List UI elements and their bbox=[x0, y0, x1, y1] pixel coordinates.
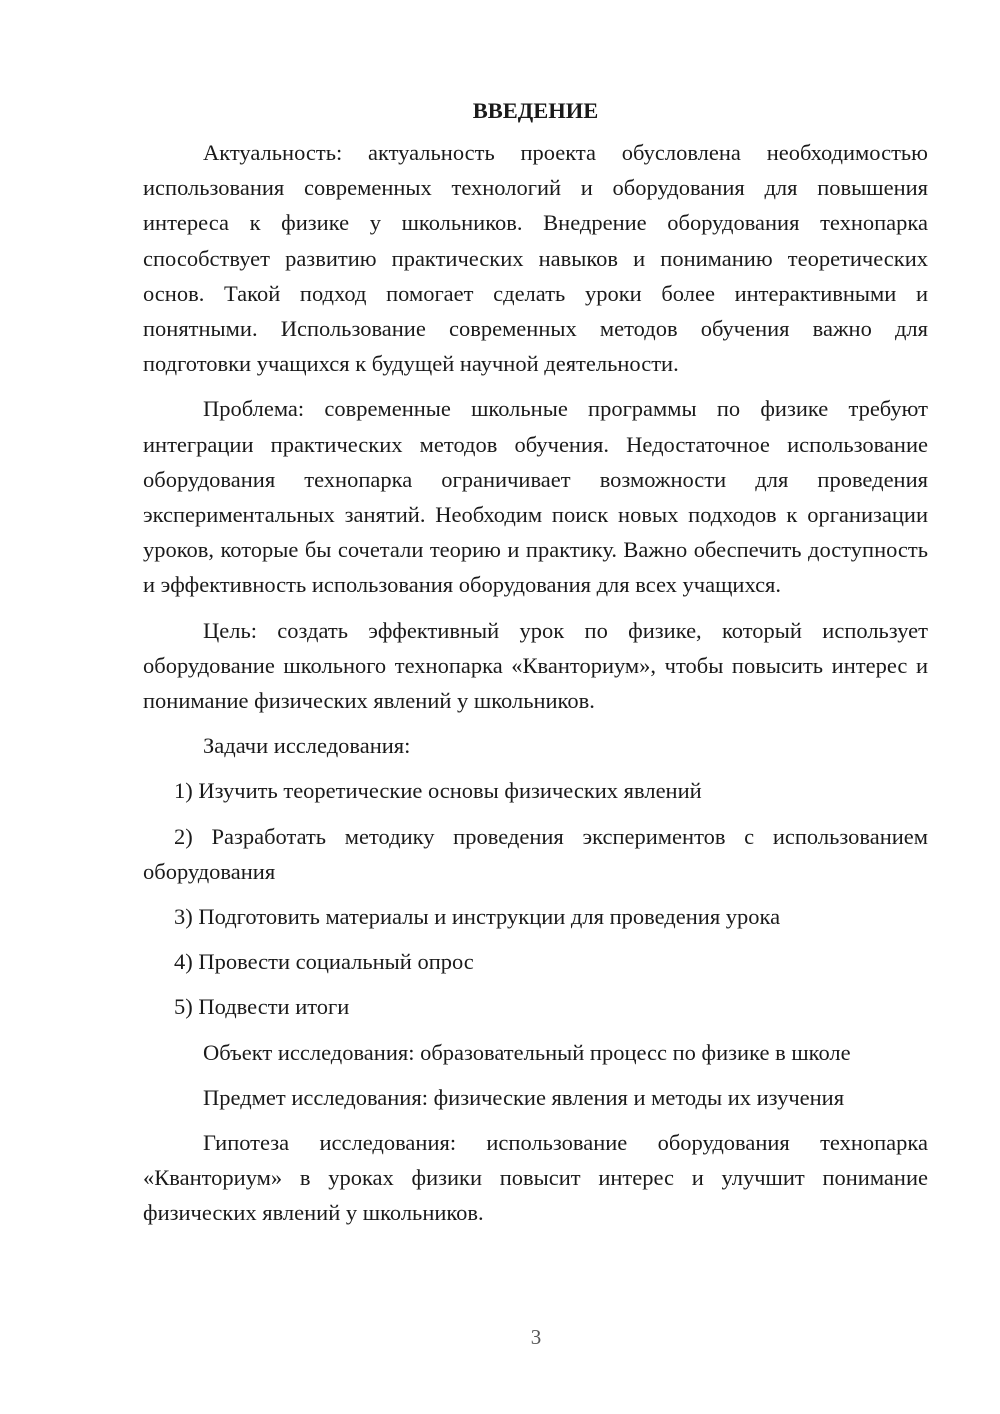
task-item-4: 4) Провести социальный опрос bbox=[174, 949, 474, 975]
relevance-paragraph: Актуальность: актуальность проекта обусловлена необходимостью использования современных технологий и оборудования для повышения интереса к физике у школьников. Внедрение оборудования технопарка способствует развитию практических навыков и пониманию теоретических основ. Такой подход помогает сделать уроки более интерактивными и понятными. Использование современных методов обучения важно для подготовки учащихся к будущей научной деятельности. bbox=[143, 140, 928, 377]
task-item-1: 1) Изучить теоретические основы физических явлений bbox=[174, 778, 702, 804]
research-subject: Предмет исследования: физические явления и методы их изучения bbox=[203, 1084, 845, 1110]
section-title: ВВЕДЕНИЕ bbox=[472, 98, 599, 123]
research-hypothesis: Гипотеза исследования: использование оборудования технопарка «Кванториум» в уроках физики повысит интерес и улучшит понимание физических явлений у школьников. bbox=[143, 1130, 928, 1226]
document-page bbox=[143, 93, 928, 1241]
page-number: 3 bbox=[530, 1325, 542, 1349]
task-item-3: 3) Подготовить материалы и инструкции для проведения урока bbox=[174, 904, 781, 930]
problem-paragraph: Проблема: современные школьные программы по физике требуют интеграции практических методов обучения. Недостаточное использование оборудования технопарка ограничивает возможности для проведения экспериментальных занятий. Необходим поиск новых подходов к организации уроков, которые бы сочетали теорию и практику. Важно обеспечить доступность и эффективность использования оборудования для всех учащихся. bbox=[143, 396, 928, 598]
goal-paragraph: Цель: создать эффективный урок по физике, который использует оборудование школьного технопарка «Кванториум», чтобы повысить интерес и понимание физических явлений у школьников. bbox=[143, 617, 928, 714]
task-item-2: 2) Разработать методику проведения экспериментов с использованием оборудования bbox=[143, 823, 928, 884]
research-object: Объект исследования: образовательный процесс по физике в школе bbox=[203, 1039, 851, 1065]
tasks-heading: Задачи исследования: bbox=[203, 733, 411, 759]
task-item-5: 5) Подвести итоги bbox=[174, 994, 350, 1020]
